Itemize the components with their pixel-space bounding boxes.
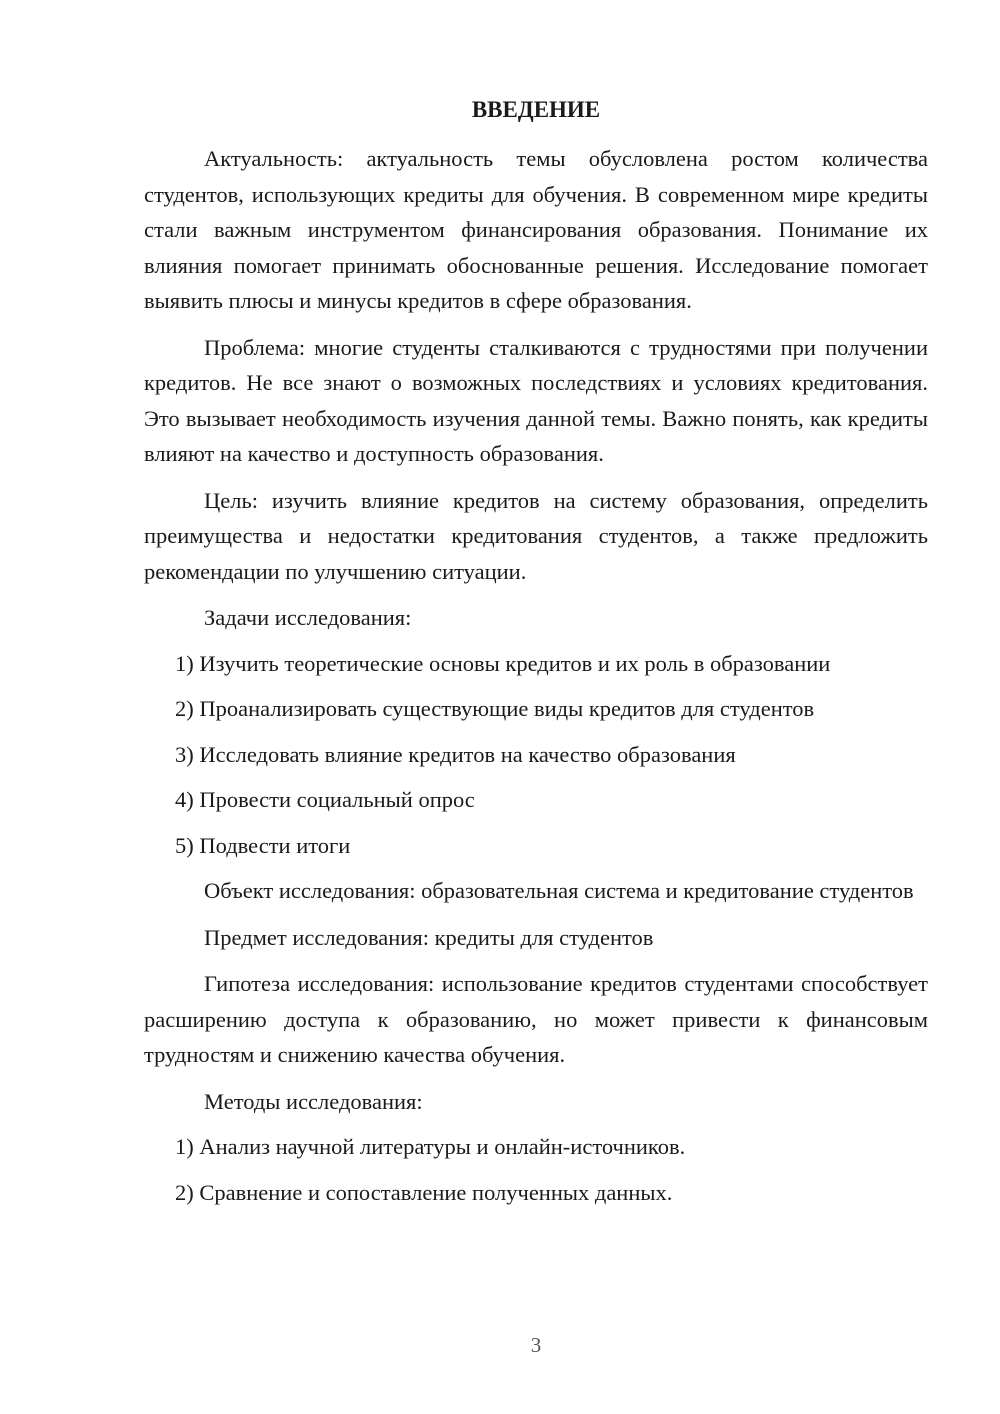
- section-title: ВВЕДЕНИЕ: [471, 97, 601, 122]
- task-item: 3) Исследовать влияние кредитов на качество образования: [175, 741, 736, 767]
- task-item: 5) Подвести итоги: [175, 832, 351, 858]
- page-number: 3: [530, 1333, 542, 1357]
- tasks-heading: Задачи исследования:: [204, 605, 412, 630]
- subject-paragraph: Предмет исследования: кредиты для студентов: [204, 924, 654, 950]
- task-item: 2) Проанализировать существующие виды кредитов для студентов: [175, 696, 815, 721]
- object-paragraph: Объект исследования: образовательная система и кредитование студентов: [204, 878, 914, 903]
- goal-paragraph: Цель: изучить влияние кредитов на систему образования, определить преимущества и недостатки кредитования студентов, а также предложить рекомендации по улучшению ситуации.: [144, 487, 928, 584]
- problem-paragraph: Проблема: многие студенты сталкиваются с трудностями при получении кредитов. Не все знают о возможных последствиях и условиях кредитования. Это вызывает необходимость изучения данной темы. Важно понять, как кредиты влияют на качество и доступность образования.: [144, 334, 928, 466]
- method-item: 1) Анализ научной литературы и онлайн-источников.: [175, 1134, 686, 1159]
- task-item: 4) Провести социальный опрос: [175, 787, 475, 812]
- method-item: 2) Сравнение и сопоставление полученных данных.: [175, 1179, 673, 1205]
- document-page: [144, 95, 928, 1220]
- hypothesis-paragraph: Гипотеза исследования: использование кредитов студентами способствует расширению доступа к образованию, но может привести к финансовым трудностям и снижению качества обучения.: [144, 971, 928, 1067]
- task-item: 1) Изучить теоретические основы кредитов и их роль в образовании: [175, 650, 831, 676]
- methods-heading: Методы исследования:: [204, 1088, 423, 1114]
- relevance-paragraph: Актуальность: актуальность темы обусловлена ростом количества студентов, использующих кредиты для обучения. В современном мире кредиты стали важным инструментом финансирования образования. Понимание их влияния помогает принимать обоснованные решения. Исследование помогает выявить плюсы и минусы кредитов в сфере образования.: [144, 146, 928, 313]
